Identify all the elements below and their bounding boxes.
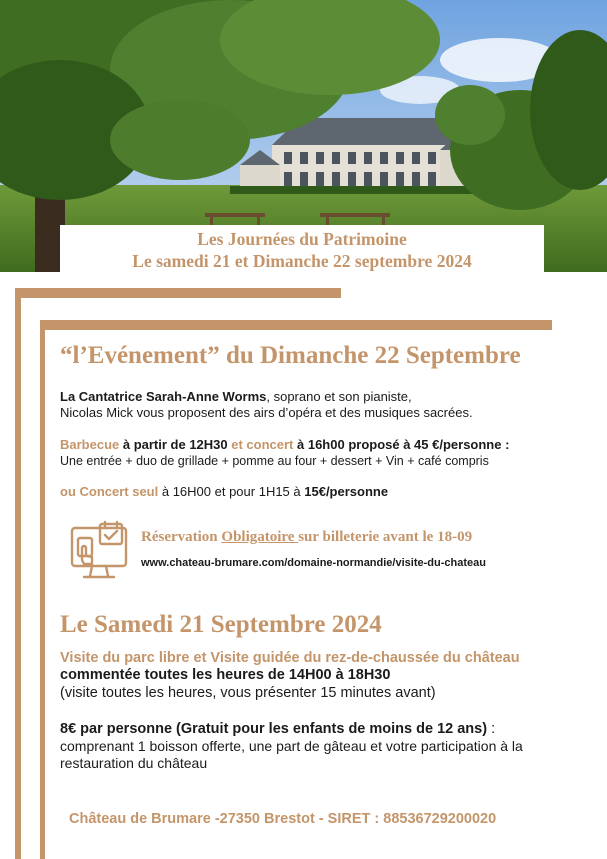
frame-bar-left-outer [15,288,21,859]
visit-note: (visite toutes les heures, vous présenter 15 minutes avant) [60,685,436,701]
saturday-heading: Le Samedi 21 Septembre 2024 [60,611,382,638]
reservation-notice: Réservation Obligatoire sur billeterie avant le 18-09 [141,529,473,545]
frame-bar-top-outer [15,288,341,298]
event-heading: “l’Evénement” du Dimanche 22 Septembre [60,342,521,369]
frame-bar-left-inner [40,320,45,859]
booking-computer-icon [68,520,130,580]
artist-line-2: Nicolas Mick vous proposent des airs d’opéra et des musiques sacrées. [60,405,473,420]
visit-line: Visite du parc libre et Visite guidée du rez-de-chaussée du château [60,650,520,666]
concert-only-line: ou Concert seul à 16H00 et pour 1H15 à 15€/personne [60,484,389,499]
page-title: Les Journées du Patrimoine [197,229,407,249]
footer-address: Château de Brumare -27350 Brestot - SIRET : 88536729200020 [69,811,497,827]
artist-line: La Cantatrice Sarah-Anne Worms, soprano et son pianiste, [60,389,412,404]
page-subtitle: Le samedi 21 et Dimanche 22 septembre 2024 [132,251,472,271]
price-line-3: restauration du château [60,755,208,771]
barbecue-details: Une entrée + duo de grillade + pomme au four + dessert + Vin + café compris [60,454,489,468]
price-line: 8€ par personne (Gratuit pour les enfants de moins de 12 ans) : [60,721,496,737]
frame-bar-top-inner [40,320,552,330]
barbecue-line: Barbecue à partir de 12H30 et concert à 16h00 proposé à 45 €/personne : [60,437,510,452]
artist-name: La Cantatrice Sarah-Anne Worms [60,389,267,404]
price-line-2: comprenant 1 boisson offerte, une part de gâteau et votre participation à la [60,738,523,754]
reservation-link[interactable]: www.chateau-brumare.com/domaine-normandie/visite-du-chateau [141,557,486,569]
visit-hours: commentée toutes les heures de 14H00 à 18H30 [60,667,391,683]
page-title-box [60,225,544,273]
